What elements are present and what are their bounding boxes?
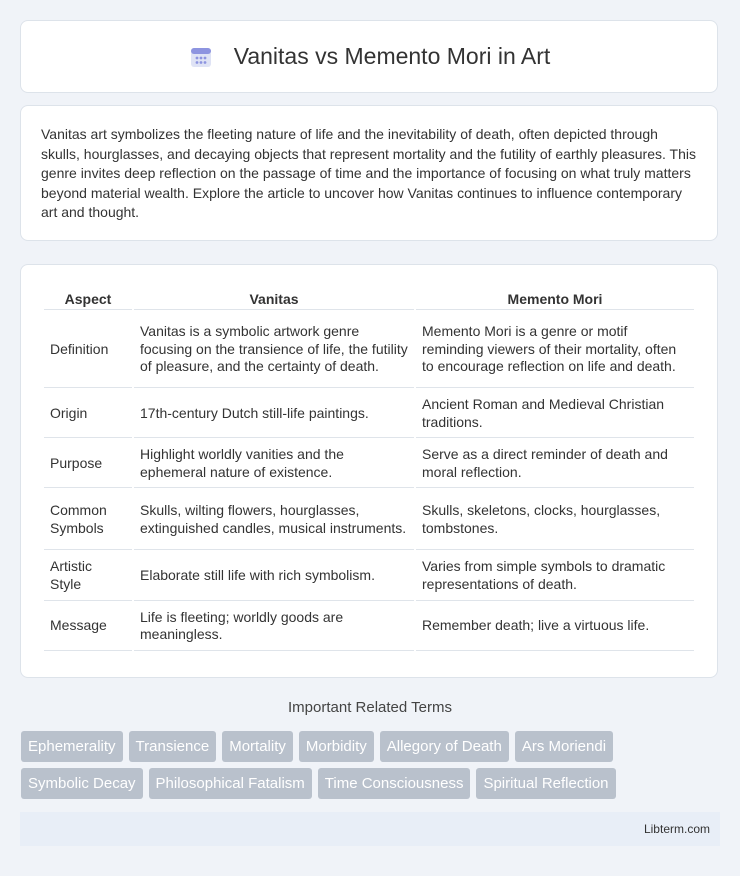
page-title: Vanitas vs Memento Mori in Art bbox=[233, 43, 551, 69]
row-vanitas: Skulls, wilting flowers, hourglasses, extinguished candles, musical instruments. bbox=[134, 490, 414, 550]
comparison-table bbox=[42, 285, 696, 653]
footer-site-link[interactable]: Libterm.com bbox=[643, 822, 710, 836]
row-memento-mori: Serve as a direct reminder of death and moral reflection. bbox=[416, 440, 694, 488]
related-term-tag[interactable]: Mortality bbox=[222, 731, 293, 762]
table-row bbox=[44, 552, 694, 600]
row-vanitas: Life is fleeting; worldly goods are meaningless. bbox=[134, 603, 414, 651]
row-aspect: Definition bbox=[44, 312, 132, 388]
related-term-tag[interactable]: Transience bbox=[129, 731, 217, 762]
intro-card bbox=[20, 105, 718, 241]
related-term-tag[interactable]: Morbidity bbox=[299, 731, 374, 762]
table-row bbox=[44, 390, 694, 438]
related-term-tag[interactable]: Ephemerality bbox=[21, 731, 123, 762]
title-card bbox=[20, 20, 718, 93]
footer bbox=[20, 812, 720, 846]
row-vanitas: Elaborate still life with rich symbolism. bbox=[134, 552, 414, 600]
comparison-card bbox=[20, 264, 718, 678]
row-memento-mori: Varies from simple symbols to dramatic representations of death. bbox=[416, 552, 694, 600]
header-vanitas: Vanitas bbox=[134, 287, 414, 310]
header-memento-mori: Memento Mori bbox=[416, 287, 694, 310]
related-term-tag[interactable]: Allegory of Death bbox=[380, 731, 509, 762]
row-memento-mori: Ancient Roman and Medieval Christian traditions. bbox=[416, 390, 694, 438]
row-vanitas: Vanitas is a symbolic artwork genre focusing on the transience of life, the futility of pleasure, and the certainty of death. bbox=[134, 312, 414, 388]
row-memento-mori: Memento Mori is a genre or motif reminding viewers of their mortality, often to encourage reflection on life and death. bbox=[416, 312, 694, 388]
row-aspect: Message bbox=[44, 603, 132, 651]
table-row bbox=[44, 312, 694, 388]
table-row bbox=[44, 490, 694, 550]
table-row bbox=[44, 603, 694, 651]
row-memento-mori: Skulls, skeletons, clocks, hourglasses, tombstones. bbox=[416, 490, 694, 550]
related-term-tag[interactable]: Philosophical Fatalism bbox=[149, 768, 312, 799]
row-aspect: Origin bbox=[44, 390, 132, 438]
calendar-icon bbox=[188, 44, 214, 70]
row-vanitas: Highlight worldly vanities and the ephemeral nature of existence. bbox=[134, 440, 414, 488]
related-term-tag[interactable]: Ars Moriendi bbox=[515, 731, 613, 762]
related-term-tag[interactable]: Symbolic Decay bbox=[21, 768, 143, 799]
row-aspect: Purpose bbox=[44, 440, 132, 488]
related-term-tag[interactable]: Spiritual Reflection bbox=[476, 768, 615, 799]
related-terms-title: Important Related Terms bbox=[288, 699, 452, 716]
related-term-tag[interactable]: Time Consciousness bbox=[318, 768, 471, 799]
related-terms-list bbox=[21, 731, 721, 805]
intro-text: Vanitas art symbolizes the fleeting nature of life and the inevitability of death, often depicted through skulls, hourglasses, and decaying objects that represent mortality and the futility of earthly pleasures. This genre invites deep reflection on the passage of time and the importance of focusing on what truly matters beyond material wealth. Explore the article to uncover how Vanitas continues to influence contemporary art and thought. bbox=[41, 126, 696, 221]
table-header-row bbox=[44, 287, 694, 310]
table-row bbox=[44, 440, 694, 488]
row-vanitas: 17th-century Dutch still-life paintings. bbox=[134, 390, 414, 438]
header-aspect: Aspect bbox=[44, 287, 132, 310]
row-memento-mori: Remember death; live a virtuous life. bbox=[416, 603, 694, 651]
row-aspect: Common Symbols bbox=[44, 490, 132, 550]
row-aspect: Artistic Style bbox=[44, 552, 132, 600]
